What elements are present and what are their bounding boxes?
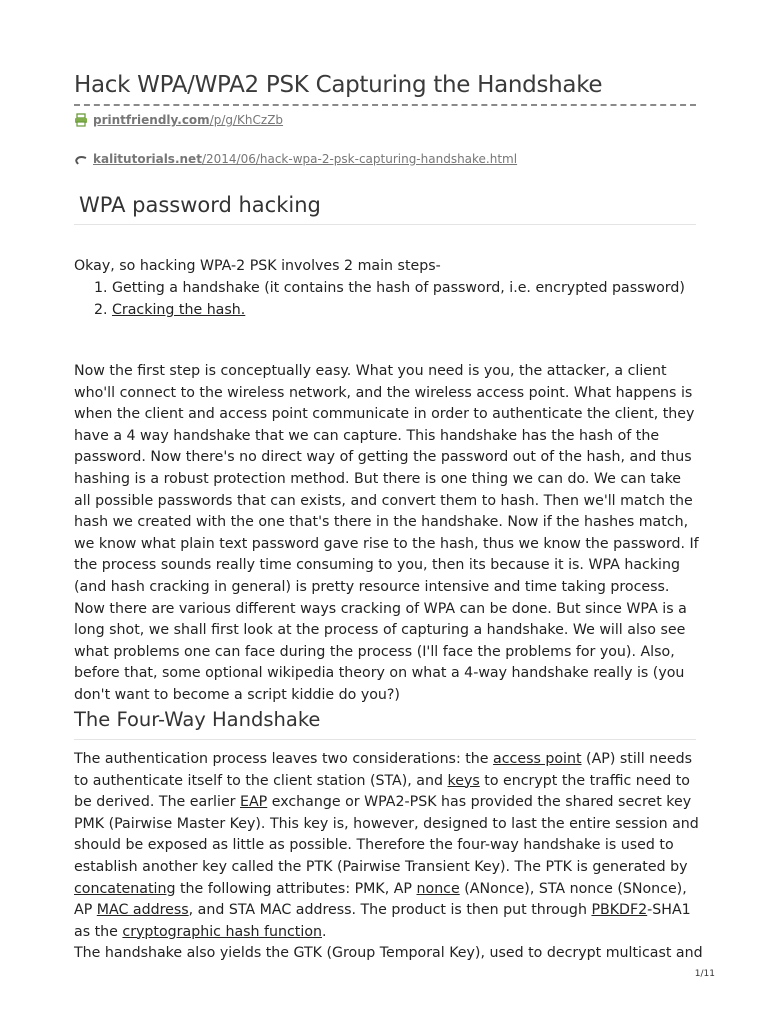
section-heading-wpa-password-hacking: WPA password hacking (79, 193, 321, 217)
section-heading-four-way-handshake: The Four-Way Handshake (74, 708, 321, 731)
source-url-2[interactable]: kalitutorials.net/2014/06/hack-wpa-2-psk-capturing-handshake.html (93, 152, 518, 166)
source-link-printfriendly[interactable] (74, 113, 283, 127)
nonce-link[interactable]: nonce (416, 880, 460, 897)
list-item: 1. Getting a handshake (it contains the hash of password, i.e. encrypted password) (112, 278, 685, 300)
concatenating-link[interactable]: concatenating (74, 880, 176, 897)
list-item (112, 300, 685, 322)
cryptographic-hash-function-link[interactable]: cryptographic hash function (122, 923, 322, 940)
intro-text: Okay, so hacking WPA-2 PSK involves 2 main steps- (74, 258, 441, 274)
section-divider (74, 739, 696, 740)
eap-link[interactable]: EAP (240, 794, 268, 811)
access-point-link[interactable]: access point (493, 751, 582, 767)
mac-address-link[interactable]: MAC address (96, 902, 189, 919)
source-url-1[interactable]: printfriendly.com/p/g/KhCzZb (93, 113, 284, 127)
page-number: 1/11 (694, 969, 715, 979)
section-divider (74, 224, 696, 225)
title-divider (74, 104, 696, 106)
paragraph-authentication: The authentication process leaves two considerations: the access point (AP) still needs to authenticate itself to the client station (STA), and keys to encrypt the traffic need to be derived. The earlier EAP exchange or WPA2-PSK has provided the shared secret key PMK (Pairwise Master Key). This key is, however, designed to last the entire session and should be exposed as little as possible. Therefore the four-way handshake is used to establish another key called the PTK (Pairwise Transient Key). The PTK is generated by concatenating the following attributes: PMK, AP nonce (ANonce), STA nonce (SNonce), AP MAC address, and STA MAC address. The product is then put through PBKDF2-SHA1 as the cryptographic hash function. (74, 751, 699, 940)
source-link-kalitutorials[interactable] (74, 152, 517, 166)
pbkdf2-link[interactable]: PBKDF2 (591, 902, 648, 919)
steps-list (74, 278, 685, 321)
document-title: Hack WPA/WPA2 PSK Capturing the Handshake (74, 72, 603, 98)
paragraph-first-step: Now the first step is conceptually easy. What you need is you, the attacker, a client who'll connect to the wireless network, and the wireless access point. What happens is when the client and access point communicate in order to authenticate the client, they have a 4 way handshake that we can capture. This handshake has the hash of the password. Now there's no direct way of getting the password out of the hash, and thus hashing is a robust protection method. But there is one thing we can do. We can take all possible passwords that can exists, and convert them to hash. Then we'll match the hash we created with the one that's there in the handshake. Now if the hashes match, we know what plain text password gave rise to the hash, thus we know the password. If the process sounds really time consuming to you, then its because it is. WPA hacking (and hash cracking in general) is pretty resource intensive and time taking process. Now there are various different ways cracking of WPA can be done. But since WPA is a long shot, we shall first look at the process of capturing a handshake. We will also see what problems one can face during the process (I'll face the problems for you). Also, before that, some optional wikipedia theory on what a 4-way handshake really is (you don't want to become a script kiddie do you?) (74, 363, 699, 703)
cracking-hash-link[interactable]: Cracking the hash. (112, 301, 246, 318)
printer-icon (74, 113, 88, 127)
paragraph-gtk: The handshake also yields the GTK (Group Temporal Key), used to decrypt multicast and (74, 945, 703, 961)
link-icon (74, 152, 88, 166)
keys-link[interactable]: keys (447, 772, 480, 789)
